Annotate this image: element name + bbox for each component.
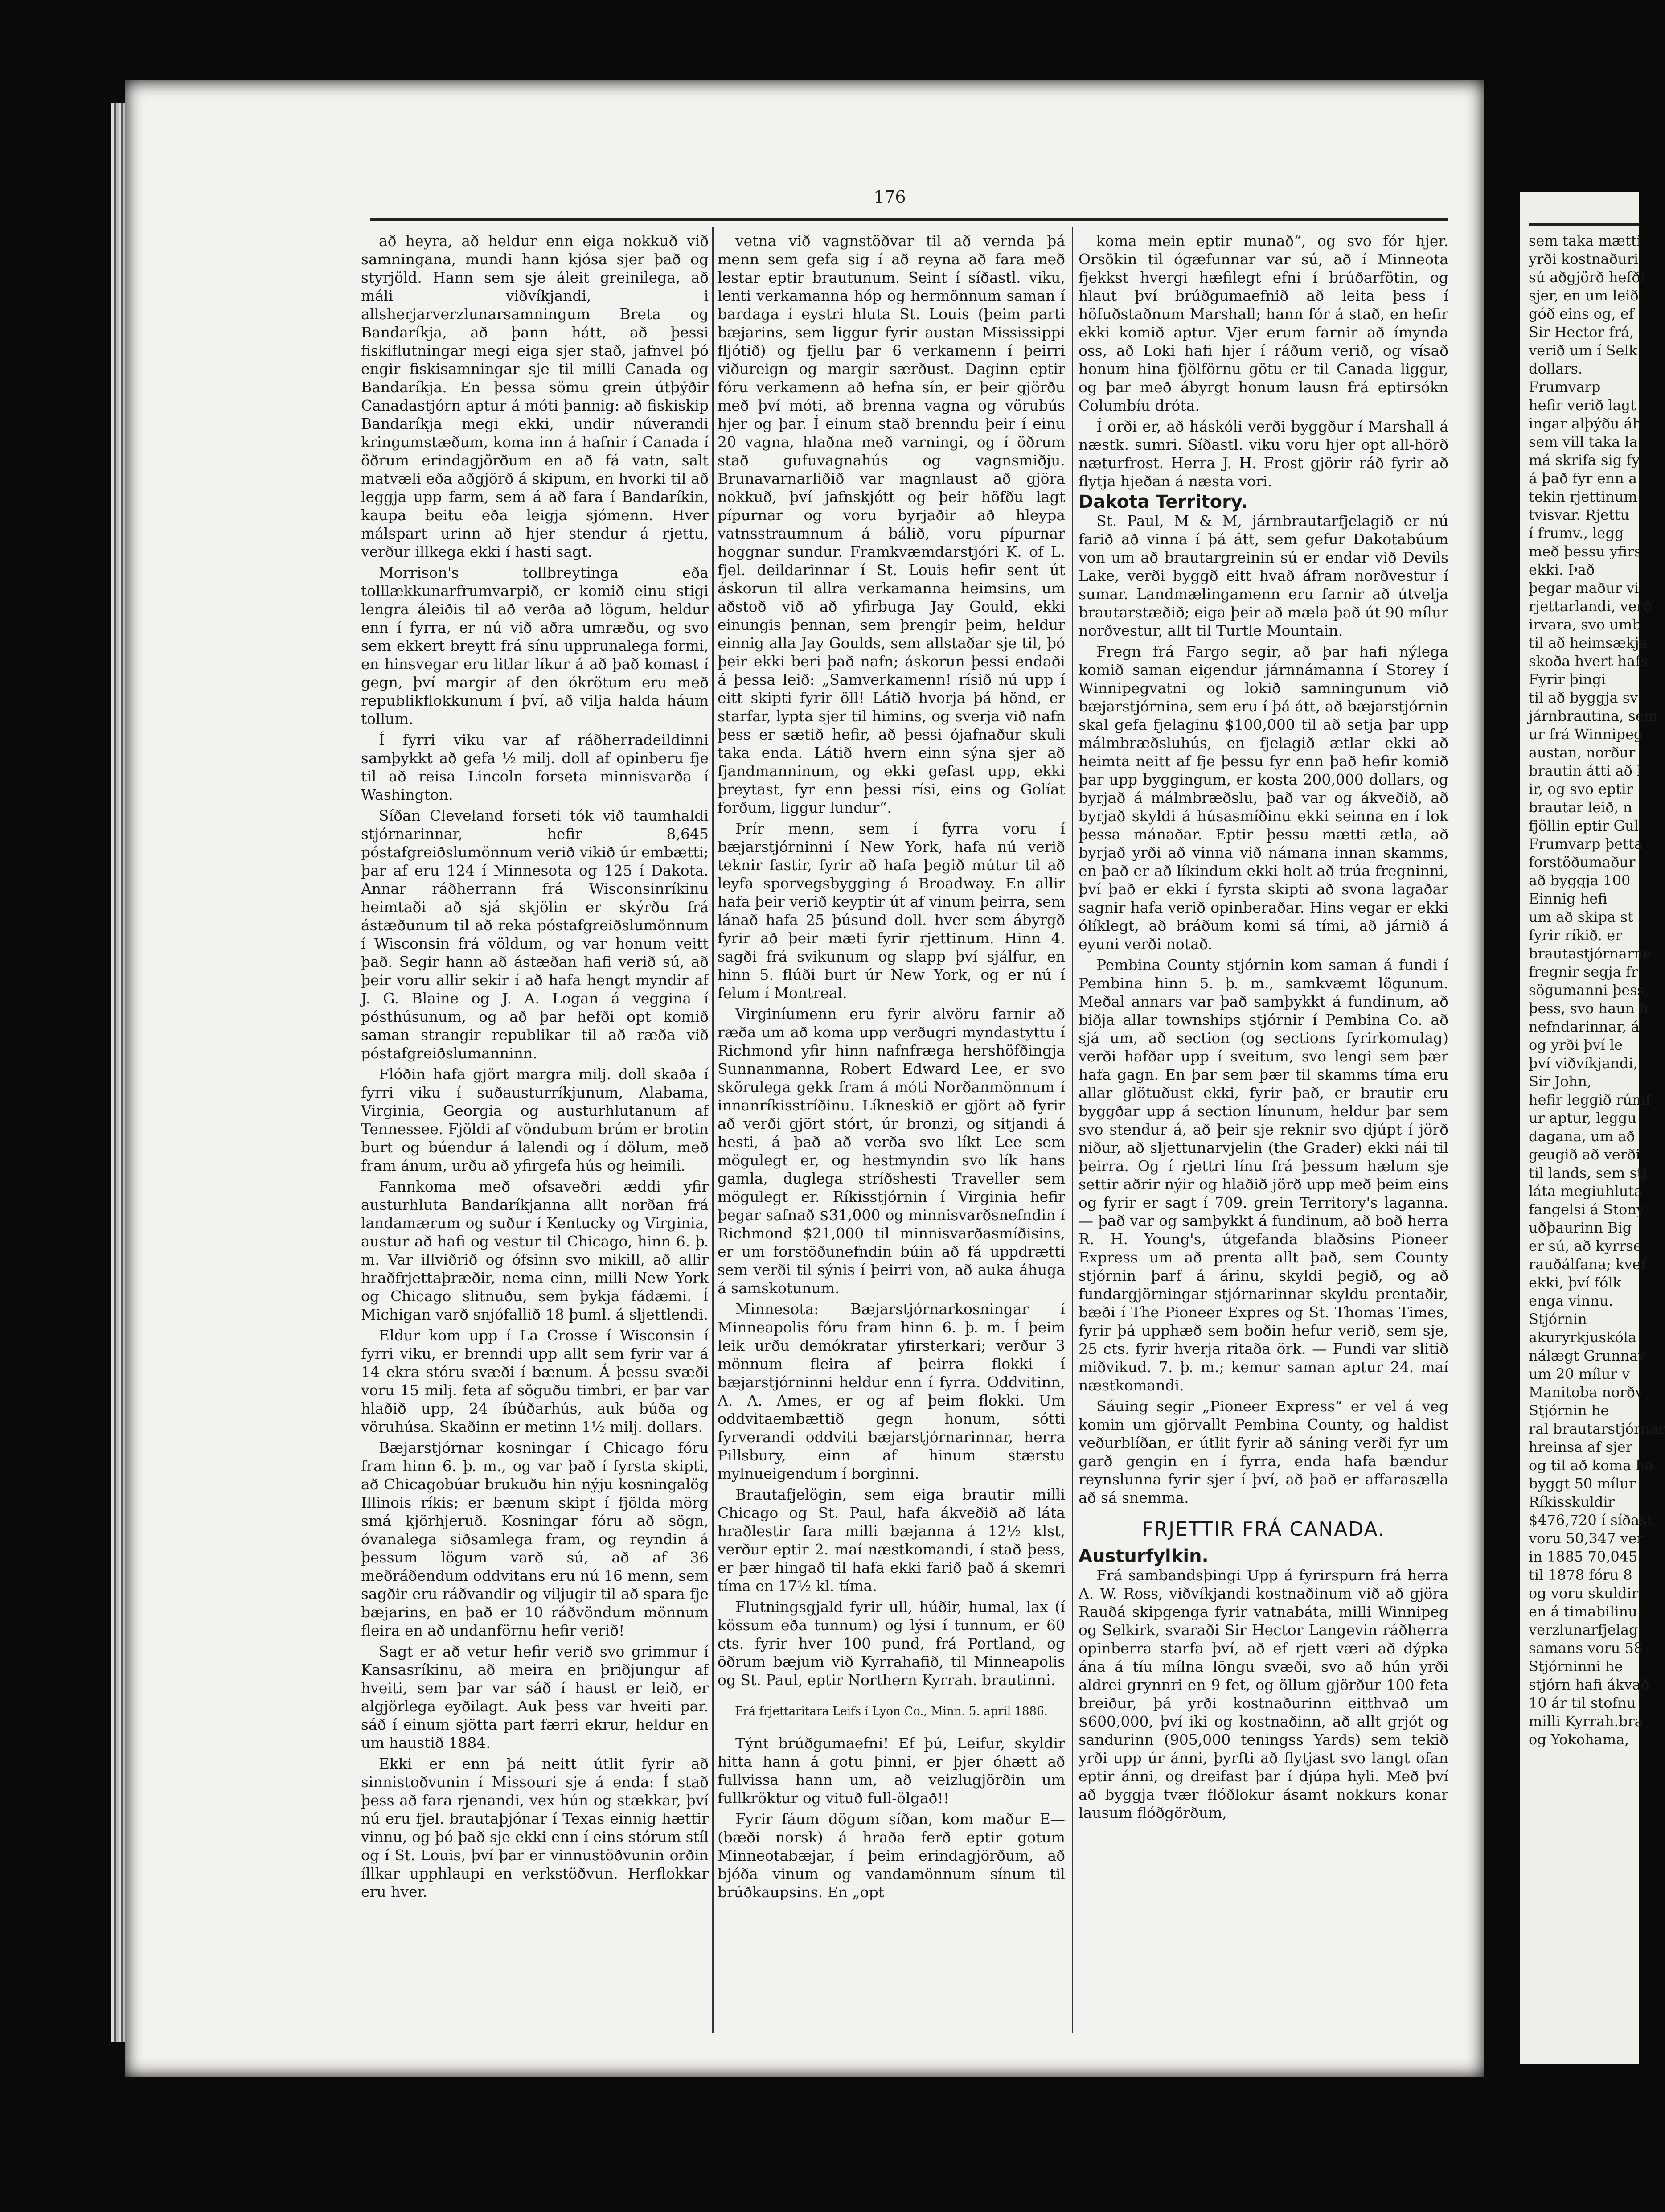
column-4-line: hefir leggið rúmf bbox=[1529, 1091, 1651, 1108]
column-4-line: á það fyr enn a bbox=[1529, 470, 1637, 487]
column-4-line: og Yokohama, bbox=[1529, 1731, 1629, 1748]
correspondent-dateline: Frá frjettaritara Leifs í Lyon Co., Minn. 5. april 1886. bbox=[735, 1705, 1048, 1718]
column-4-line: uðþaurinn Big bbox=[1529, 1219, 1632, 1236]
column-4-line: Stjórninni he bbox=[1529, 1658, 1623, 1675]
column-4-line: byggt 50 mílur bbox=[1529, 1475, 1636, 1492]
column-4-partial bbox=[1529, 232, 1665, 2051]
column-4-line: austan, norður bbox=[1529, 744, 1636, 761]
article-paragraph: vetna við vagnstöðvar til að vernda þá menn sem gefa sig í að reyna að fara með lestar eptir brautunum. Seint í síðastl. viku, lenti verkamanna hóp og hermönnum saman í bardaga í eystri hluta St. Louis (þeim parti bæjarins, sem liggur fyrir austan Mississippi fljótið) og fjellu þar 6 verkamenn í þeirri viðureign og margir særðust. Daginn eptir fóru verkamenn að hefna sín, er þeir gjörðu með því móti, að brenna vagna og vörubús hjer og þar. Í einum stað brenndu þeir í einu 20 vagna, hlaðna með varningi, og í öðrum stað gufuvagnahús og vagnsmiðju. Brunavarnarliðið var magnlaust að gjöra nokkuð, því jafnskjótt og þeir höfðu lagt pípurnar og voru byrjaðir að hleypa vatnsstraumnum á bálið, voru pípurnar hoggnar sundur. Framkvæmdarstjóri K. of L. fjel. deildarinnar í St. Louis hefir sent út áskorun til allra verkamanna heimsins, um aðstoð við að yfirbuga Jay Gould, ekki einungis þennan, sem þrengir þeim, heldur einnig alla Jay Goulds, sem allstaðar sje til, þó þeir ekki beri það nafn; áskorun þessi endaði á þessa leið: „Samverkamenn! rísið nú upp í eitt skipti fyrir öll! Látið hvorja þá hönd, er starfar, lypta sjer til himins, og sverja við nafn þess er sætið hefir, að þessi ójafnaður skuli taka enda. Látið hvern einn sýna sjer að fjandmanninum, og ekki gefast upp, ekki þreytast, fyr enn þessi rísi, eins og Golíat forðum, liggur lundur“. bbox=[718, 232, 1065, 816]
column-4-line: og voru skuldir bbox=[1529, 1585, 1639, 1602]
column-4-line: fyrir ríkið. er bbox=[1529, 927, 1622, 944]
section-heading-austurfylkin: Austurfylkin. bbox=[1079, 1546, 1209, 1566]
adjacent-page-rule bbox=[1529, 223, 1639, 226]
column-4-line: ur aptur, leggu bbox=[1529, 1110, 1636, 1127]
section-title-canada: FRJETTIR FRÁ CANADA. bbox=[1142, 1518, 1385, 1541]
column-4-line: yrði kostnaðuri bbox=[1529, 251, 1639, 267]
column-4-line: skoða hvert hafs bbox=[1529, 653, 1648, 670]
column-4-line: brautin átti að l bbox=[1529, 762, 1642, 779]
article-paragraph: Minnesota: Bæjarstjórnarkosningar í Minneapolis fóru fram hinn 6. þ. m. Í þeim leik urðu demókratar yfirsterkari; verður 3 mönnum fleira af þeirra flokki í bæjarstjórninni heldur enn í fyrra. Oddvitinn, A. A. Ames, er og af þeim flokki. Um oddvitaembættið gegn honum, sótti fyrverandi oddviti bæjarstjórnarinnar, herra Pillsbury, einn af hinum stærstu mylnueigendum í borginni. bbox=[718, 1300, 1065, 1482]
column-4-line: Einnig hefi bbox=[1529, 890, 1608, 907]
column-4-line: tekin rjettinum bbox=[1529, 488, 1637, 505]
article-paragraph: Virginíumenn eru fyrir alvöru farnir að ræða um að koma upp verðugri myndastyttu í Richmond yfir hinn nafnfræga hershöfðingja Sunnanmanna, Robert Edward Lee, er svo skörulega gekk fram á móti Norðanmönnum í innanríkisstríðinu. Líkneskið er gjört að fyrir að verði gjört stórt, úr bronzi, og sitjandi á hesti, á það að verða svo líkt Lee sem mögulegt er, og hestmyndin svo lík hans gamla, duglega stríðshesti Traveller sem mögulegt er. Ríkisstjórnin í Virginia hefir þegar safnað $31,000 og minnisvarðsnefndin í Richmond $21,000 til minnisvarðasmíðisins, er um forstöðunefndin búin að fá uppdrætti sem verði til sýnis í þeirri von, að auka áhuga á samskotunum. bbox=[718, 1005, 1065, 1297]
column-4-line: í frumv., legg bbox=[1529, 525, 1624, 542]
section-heading-dakota: Dakota Territory. bbox=[1079, 492, 1248, 512]
column-4-line: til lands, sem stj bbox=[1529, 1164, 1647, 1181]
column-4-line: rjettarlandi, verð bbox=[1529, 598, 1652, 615]
page-number: 176 bbox=[874, 187, 906, 207]
column-4-line: sú aðgjörð hefði bbox=[1529, 269, 1645, 286]
article-paragraph: Flutningsgjald fyrir ull, húðir, humal, lax (í kössum eða tunnum) og lýsi í tunnum, er 60 cts. fyrir hver 100 pund, frá Portland, og öðrum bæjum við Kyrrahafið, til Minneapolis og St. Paul, eptir Northern Kyrrah. brautinni. bbox=[718, 1598, 1065, 1689]
article-paragraph: Bæjarstjórnar kosningar í Chicago fóru fram hinn 6. þ. m., og var það í fyrsta skipti, að Chicagobúar brukuðu hin nýju kosningalög Illinois ríkis; er bænum skipt í fjölda mörg smá kjörhjeruð. Kosningar fóru að sögn, óvanalega siðsamlega fram, og reyndin á þessum lögum varð sú, að af 36 meðráðendum oddvitans eru nú 16 menn, sem sagðir eru ráðvandir og viljugir til að spara fje bæjarins, en það er 10 ráðvöndum mönnum fleira en að undanförnu hefir verið! bbox=[361, 1439, 709, 1639]
article-paragraph: Frá sambandsþingi Upp á fyrirspurn frá herra A. W. Ross, viðvíkjandi kostnaðinum við að gjöra Rauðá skipgenga fyrir vatnabáta, milli Winnipeg og Selkirk, svaraði Sir Hector Langevin ráðherra opinberra starfa því, að ef rjett væri að dýpka ána á tíu mílna löngu svæði, svo að hún yrði aldrei grynnri en 9 fet, og öllum gjörður 100 feta breiður, þá yrði kostnaðurinn eitthvað um $600,000, því iki og kostnaðinn, að allt grjót og sandurinn (905,000 teningss Yards) sem tekið yrði upp úr ánni, þyrfti að flytjast svo langt ofan eptir ánni, og dreifast þar í djúpa hyli. Með því að byggja tvær flóðlokur ásamt nokkurs konar lausum flóðgörðum, bbox=[1079, 1566, 1448, 1821]
article-paragraph: Eldur kom upp í La Crosse í Wisconsin í fyrri viku, er brenndi upp allt sem fyrir var á 14 ekra stóru svæði í bænum. Á þessu svæði voru 15 milj. feta af söguðu timbri, er þar var hlaðið upp, 24 íbúðarhús, auk búða og vöruhúsa. Skaðinn er metinn 1½ milj. dollars. bbox=[361, 1327, 709, 1435]
column-4-line: til að byggja sv bbox=[1529, 689, 1638, 706]
column-4-line: Sir Hector frá, bbox=[1529, 324, 1634, 341]
column-4-line: að byggja 100 bbox=[1529, 872, 1631, 889]
column-4-line: ur frá Winnipeg bbox=[1529, 726, 1643, 743]
column-4-line: til 1878 fóru 8 bbox=[1529, 1566, 1632, 1583]
article-paragraph: að heyra, að heldur enn eiga nokkuð við samningana, mundi hann kjósa sjer það og styrjöld. Hann sem sje áleit greinilega, að máli viðvíkjandi, i allsherjarverzlunarsamningum Breta og Bandaríkja, að þann hátt, að þessi fiskiflutningar megi eiga sjer stað, jafnvel þó engir fiskisamningar sje til milli Canada og Bandaríkja. En þessa sömu grein útþýðir Canadastjórn aptur á móti þannig: að fiskiskip Bandaríkja megi ekki, undir núverandi kringumstæðum, koma inn á hafnir í Canada í öðrum erindagjörðum en að fá vatn, salt matvæli eða aðgjörð á skipum, en hvorki til að leggja upp farm, sem á að fara í Bandaríkin, kaupa beitu eða leigja sjómenn. Hver málspart urinn að hjer stendur á rjettu, verður illkega ekki í hasti sagt. bbox=[361, 232, 709, 560]
column-4-line: nefndarinnar, á bbox=[1529, 1018, 1640, 1035]
article-paragraph: Sáuing segir „Pioneer Express“ er vel á veg komin um gjörvallt Pembina County, og haldist veðurblíðan, er útlit fyrir að sáning verði fyr um garð gengin en í fyrra, enda hafa bændur reynslunna fyrir sjer í því, að það er affarasælla að sá snemma. bbox=[1079, 1398, 1448, 1506]
column-4-line: enga vinnu. bbox=[1529, 1292, 1613, 1309]
column-4-line: 10 ár til stofnu bbox=[1529, 1694, 1636, 1711]
column-4-line: járnbrautina, sem bbox=[1529, 707, 1658, 724]
page-gutter bbox=[1493, 134, 1520, 2095]
article-paragraph: St. Paul, M & M, járnbrautarfjelagið er nú farið að vinna í þá átt, sem gefur Dakotabúum von um að brautargreinin sú er endar við Devils Lake, verði byggð eitt hvað áfram norðvestur í sumar. Landmælingamenn eru farnir að útvelja brautarstæðið; eiga þeir að mæla það út 90 mílur norðvestur, allt til Turtle Mountain. bbox=[1079, 512, 1448, 639]
column-4-line: ekki. Það bbox=[1529, 561, 1595, 578]
column-4-line: til að heimsækja bbox=[1529, 634, 1648, 651]
article-paragraph: Flóðin hafa gjört margra milj. doll skaða í fyrri viku í suðausturríkjunum, Alabama, Virginia, Georgia og austurhlutanum af Tennessee. Fjöldi af vöndubum brúm er brotin burt og búendur á lalendi og í dölum, með fram ánum, urðu að yfirgefa hús og heimili. bbox=[361, 1065, 709, 1174]
column-4-line: irvara, svo umb bbox=[1529, 616, 1641, 633]
article-paragraph: Sagt er að vetur hefir verið svo grimmur í Kansasríkinu, að meira en þriðjungur af hveiti, sem þar var sáð í haust er leið, er algjörlega eyðilagt. Auk þess var hveiti par. sáð í einum sjötta part færri ekrur, heldur en um haustið 1884. bbox=[361, 1643, 709, 1752]
column-4-line: sögumanni þess, bbox=[1529, 982, 1649, 999]
column-4-line: hreinsa af sjer bbox=[1529, 1439, 1633, 1455]
column-4-line: ral brautarstjórnar bbox=[1529, 1420, 1665, 1437]
column-4-line: Stjórnin he bbox=[1529, 1402, 1609, 1419]
column-4-line: verzlunarfjelag bbox=[1529, 1621, 1638, 1638]
article-paragraph: Týnt brúðgumaefni! Ef þú, Leifur, skyldir hitta hann á gotu þinni, er þjer óhætt að fullvissa hann um, að veizlugjörðin um fullkröktur og vituð full-ölgað!! bbox=[718, 1735, 1065, 1807]
column-4-line: dollars. bbox=[1529, 360, 1583, 377]
column-4-line: og yrði því le bbox=[1529, 1036, 1623, 1053]
column-4-line: góð eins og, ef bbox=[1529, 305, 1634, 322]
column-4-line: þegar maður vi bbox=[1529, 580, 1639, 596]
column-4-line: voru 50,347 ver bbox=[1529, 1530, 1644, 1547]
column-4-line: rauðálfana; kvef bbox=[1529, 1256, 1646, 1273]
column-4-line: því viðvíkjandi, bbox=[1529, 1055, 1638, 1072]
column-4-line: akuryrkjuskóla bbox=[1529, 1329, 1637, 1346]
column-3 bbox=[1079, 232, 1448, 2051]
column-4-line: hefir verið lagt bbox=[1529, 397, 1636, 414]
column-4-line: stjórn hafi ákvað bbox=[1529, 1676, 1649, 1693]
column-4-line: geugið að verði bbox=[1529, 1146, 1640, 1163]
column-4-line: sjer, en um leið bbox=[1529, 287, 1639, 304]
column-4-line: ingar alþýðu áh bbox=[1529, 415, 1642, 432]
column-4-line: nálægt Grunnav bbox=[1529, 1347, 1646, 1364]
column-4-line: Ríkisskuldir bbox=[1529, 1493, 1615, 1510]
column-4-line: verið um í Selk bbox=[1529, 342, 1637, 359]
column-rule-1 bbox=[712, 227, 714, 2033]
article-paragraph: Morrison's tollbreytinga eða tolllækkunarfrumvarpið, er komið einu stigi lengra áleiðis til að verða að lögum, heldur enn í fyrra, er nú við aðra umræðu, og svo sem ekkert breytt frá sínu upprunalega formi, en hinsvegar eru litlar líkur á að það komast í gegn, því margir af den ókrötum eru með republikflokkunum í því, að vilja halda háum tollum. bbox=[361, 564, 709, 728]
article-paragraph: Fannkoma með ofsaveðri æddi yfir austurhluta Bandaríkjanna allt norðan frá landamærum og suður í Kentucky og Virginia, austur að hafi og vestur til Chicago, hinn 6. þ. m. Var illviðrið og ófsinn svo mikill, að allir hraðfrjettaþræðir, nema einn, milli New York og Chicago slitnuðu, sem þykja fádæmi. Í Michigan varð snjófallið 18 þuml. á sljettlendi. bbox=[361, 1178, 709, 1323]
article-paragraph: Í orði er, að háskóli verði byggður í Marshall á næstk. sumri. Síðastl. viku voru hjer opt all-hörð næturfrost. Herra J. H. Frost gjörir ráð fyrir að flytja hjeðan á næsta vori. bbox=[1079, 418, 1448, 490]
article-paragraph: Brautafjelögin, sem eiga brautir milli Chicago og St. Paul, hafa ákveðið að láta hraðlestir fara milli bæjanna á 12½ klst, verður eptir 2. maí næstkomandi, í stað þess, er þær hingað til hafa ekki farið það á skemri tíma en 17½ kl. tíma. bbox=[718, 1486, 1065, 1595]
column-4-line: forstöðumaður bbox=[1529, 854, 1636, 871]
column-4-line: með þessu yfirs bbox=[1529, 543, 1641, 560]
column-4-line: tvisvar. Rjettu bbox=[1529, 506, 1630, 523]
column-4-line: ekki, því fólk bbox=[1529, 1274, 1621, 1291]
column-2 bbox=[718, 232, 1065, 2051]
article-paragraph: Pembina County stjórnin kom saman á fundi í Pembina hinn 5. þ. m., samkvæmt lögunum. Meðal annars var það samþykkt á fundinum, að biðja allar townships stjórnir í Pembina Co. að sjá um, að section (og sections fyrirkomulag) verði hafðar upp í sveitum, svo lengi sem þær hafa gagn. En þar sem þær til skamms tíma eru allar glötuðust ekki, fyrir það, er brautir eru byggðar upp á section línunum, heldur þar sem svo stendur á, að þeir sje reknir svo djúpt í jörð niður, að sljettunarvjelin (the Grader) ekki nái til þeirra. Og í rjettri línu frá þessum hælum sje settir aðrir nýir og hlaðið jörð upp með þeim eins og fyrir er sagt í 709. grein Territory's laganna. — það var og samþykkt á fundinum, að boð herra R. H. Young's, útgefanda blaðsins Pioneer Express um að prenta allt það, sem County stjórnin þarf á árinu, skyldi þegið, og að fundargjörningar stjórnarinnar skyldu prentaðir, bæði í The Pioneer Expres og St. Thomas Times, fyrir þá upphæð sem boðin hefur verið, sem sje, 25 cts. fyrir hverja ritaða örk. — Fundi var slitið miðvikud. 7. þ. m.; kemur saman aptur 24. maí næstkomandi. bbox=[1079, 956, 1448, 1394]
column-4-line: in 1885 70,045 bbox=[1529, 1548, 1638, 1565]
column-4-line: fjöllin eptir Gul bbox=[1529, 817, 1639, 834]
column-4-line: en á timabilinu bbox=[1529, 1603, 1637, 1620]
column-4-line: sem vill taka la bbox=[1529, 433, 1638, 450]
article-paragraph: Þrír menn, sem í fyrra voru í bæjarstjórninni í New York, hafa nú verið teknir fastir, fyrir að hafa þegið mútur til að leyfa sporvegsbygging á Broadway. En allir hafa þeir verið keyptir út af vinum þeirra, sem lánað hafa 25 þúsund doll. hver sem ábyrgð fyrir að þeir mæti fyrir rjettinum. Hinn 4. sagði frá svikunum og slapp því sjálfur, en hinn 5. flúði burt úr New York, og er nú í felum í Montreal. bbox=[718, 820, 1065, 1002]
article-paragraph: koma mein eptir munað“, og svo fór hjer. Orsökin til ógæfunnar var sú, að í Minneota fjekkst hvergi hæfilegt efni í brúðarfötin, og hlaut því brúðgumaefnið að leita þess í höfuðstaðnum Marshall; hann fór á stað, en hefir ekki komið aptur. Vjer erum farnir að ímynda oss, að Loki hafi hjer í ráðum verið, og vísað honum hina fjölförnu götu er til Canada liggur, og þar með ábyrgt honum lausn frá eptirsókn Columbíu dróta. bbox=[1079, 232, 1448, 414]
column-4-line: $476,720 í síðast bbox=[1529, 1512, 1653, 1529]
column-4-line: Frumvarp þetta bbox=[1529, 835, 1643, 852]
column-4-line: fangelsi á Stony bbox=[1529, 1201, 1644, 1218]
article-paragraph: Fyrir fáum dögum síðan, kom maður E—(bæði norsk) á hraða ferð eptir gotum Minneotabæjar, í þeim erindagjörðum, að bjóða vinum og vandamönnum sínum til brúðkaupsins. En „opt bbox=[718, 1810, 1065, 1901]
column-4-line: fregnir segja fr bbox=[1529, 963, 1638, 980]
column-4-line: og til að koma ha bbox=[1529, 1457, 1653, 1474]
column-4-line: Sir John, bbox=[1529, 1073, 1592, 1090]
column-rule-2 bbox=[1072, 227, 1073, 2033]
column-4-line: þess, svo haun h bbox=[1529, 1000, 1649, 1017]
column-4-line: Stjórnin bbox=[1529, 1311, 1587, 1328]
column-4-line: Fyrir þingi bbox=[1529, 671, 1606, 688]
column-4-line: er sú, að kyrrse bbox=[1529, 1238, 1642, 1254]
column-4-line: um að skipa st bbox=[1529, 909, 1633, 925]
column-4-line: sem taka mætti bbox=[1529, 232, 1641, 249]
column-1 bbox=[361, 232, 709, 2051]
column-4-line: brautar leið, n bbox=[1529, 799, 1632, 816]
column-4-line: ir, og svo eptir bbox=[1529, 781, 1633, 798]
article-paragraph: Í fyrri viku var af ráðherradeildinni samþykkt að gefa ½ milj. doll af opinberu fje til að reisa Lincoln forseta minnisvarða í Washington. bbox=[361, 731, 709, 803]
column-4-line: dagana, um að bbox=[1529, 1128, 1635, 1145]
column-4-line: samans voru 58 bbox=[1529, 1640, 1643, 1657]
header-rule bbox=[370, 218, 1448, 221]
article-paragraph: Síðan Cleveland forseti tók við taumhaldi stjórnarinnar, hefir 8,645 póstafgreiðslumönnum verið vikið úr embætti; þar af eru 124 í Minnesota og 125 í Dakota. Annar ráðherrann frá Wisconsinríkinu heimtaði að sjá skjölin er skýrðu frá ástæðunum til að reka póstafgreiðslumönnum í Wisconsin frá völdum, og var honum veitt það. Segir hann að ástæðan hafi verið sú, að þeir voru allir sekir í að hafa hengt myndir af J. G. Blaine og J. A. Logan á veggina í pósthúsunum, og að þar hefði opt komið saman strangir republikar til að ræða við póstafgreiðslumanninn. bbox=[361, 807, 709, 1062]
column-4-line: Manitoba norðv bbox=[1529, 1384, 1644, 1401]
column-4-line: láta megiuhluta bbox=[1529, 1183, 1643, 1200]
column-4-line: milli Kyrrah.bra bbox=[1529, 1713, 1643, 1730]
column-4-line: Frumvarp bbox=[1529, 378, 1601, 395]
column-4-line: um 20 mílur v bbox=[1529, 1365, 1630, 1382]
article-paragraph: Ekki er enn þá neitt útlit fyrir að sinnistoðvunin í Missouri sje á enda: Í stað þess að fara rjenandi, vex hún og stækkar, því nú eru fjel. brautaþjónar í Texas einnig hættir vinnu, og þó það sje ekki enn í eins stórum stíl og í St. Louis, því þar er vinnustöðvunin orðin íllkar upphlaupi en verkstöðvun. Herflokkar eru hver. bbox=[361, 1755, 709, 1900]
column-4-line: brautastjórnarne bbox=[1529, 945, 1652, 962]
article-paragraph: Fregn frá Fargo segir, að þar hafi nýlega komið saman eigendur járnnámanna í Storey í Winnipegvatni og lokið samningunum við bæjarstjórnina, sem eru í þá átt, að bæjarstjórnin skal gefa fjelaginu $100,000 til að setja þar upp málmbræðsluhús, en fjelagið ætlar ekki að heimta neitt af fje þessu fyr enn það hefir komið þar upp byggingum, er kosta 200,000 dollars, og byrjað á málmbræðslu, það var og ákveðið, að byrjað skyldi á húsasmíðinu ekki seinna en í lok þessa mánaðar. Eptir þessu mætti ætla, að byrjað yrði að vinna við námana innan skamms, en það er að líkindum ekki holt að trúa fregninni, því það er ekki í fyrsta skipti að svona lagaðar sagnir hafa verið opinberaðar. Hins vegar er ekki ólíklegt, að bráðum komi sá tími, að járnið á eyuni verði notað. bbox=[1079, 643, 1448, 953]
column-4-line: má skrifa sig fy bbox=[1529, 452, 1640, 469]
